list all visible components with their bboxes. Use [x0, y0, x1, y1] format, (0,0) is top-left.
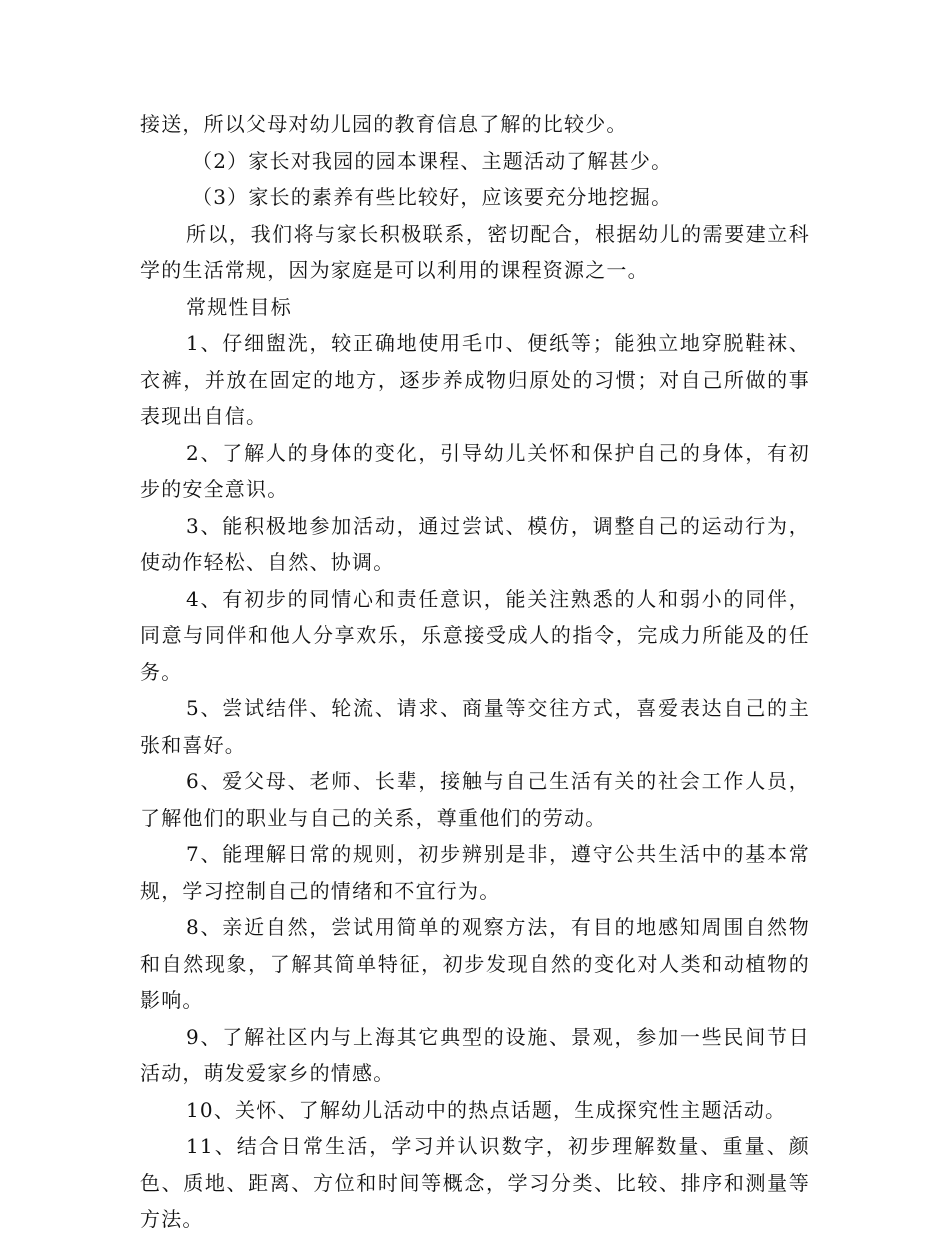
- goal-item-5: 5、尝试结伴、轮流、请求、商量等交往方式，喜爱表达自己的主张和喜好。: [140, 696, 810, 757]
- paragraph-summary: 所以，我们将与家长积极联系，密切配合，根据幼儿的需要建立科学的生活常规，因为家庭是可以利用的课程资源之一。: [140, 221, 810, 282]
- goal-item-6: 6、爱父母、老师、长辈，接触与自己生活有关的社会工作人员，了解他们的职业与自己的关系，尊重他们的劳动。: [140, 769, 810, 830]
- goal-item-4: 4、有初步的同情心和责任意识，能关注熟悉的人和弱小的同伴，同意与同伴和他人分享欢乐，乐意接受成人的指令，完成力所能及的任务。: [140, 586, 810, 684]
- section-heading-routine-goals: 常规性目标: [186, 294, 292, 319]
- goal-item-8: 8、亲近自然，尝试用简单的观察方法，有目的地感知周围自然物和自然现象，了解其简单特征，初步发现自然的变化对人类和动植物的影响。: [140, 915, 810, 1012]
- goal-item-7: 7、能理解日常的规则，初步辨别是非，遵守公共生活中的基本常规，学习控制自己的情绪和不宜行为。: [140, 842, 810, 903]
- goal-item-2: 2、了解人的身体的变化，引导幼儿关怀和保护自己的身体，有初步的安全意识。: [140, 440, 810, 501]
- paragraph-point-2: （2）家长对我园的园本课程、主题活动了解甚少。: [192, 148, 673, 173]
- document-body: [140, 106, 810, 1238]
- goal-item-11: 11、结合日常生活，学习并认识数字，初步理解数量、重量、颜色、质地、距离、方位和时间等概念，学习分类、比较、排序和测量等方法。: [140, 1134, 810, 1231]
- goal-item-10: 10、关怀、了解幼儿活动中的热点话题，生成探究性主题活动。: [186, 1097, 787, 1122]
- goal-item-9: 9、了解社区内与上海其它典型的设施、景观，参加一些民间节日活动，萌发爱家乡的情感。: [140, 1024, 810, 1085]
- goal-item-3: 3、能积极地参加活动，通过尝试、模仿，调整自己的运动行为，使动作轻松、自然、协调。: [140, 513, 810, 574]
- paragraph-continuation: 接送，所以父母对幼儿园的教育信息了解的比较少。: [140, 112, 628, 136]
- goal-item-1: 1、仔细盥洗，较正确地使用毛巾、便纸等；能独立地穿脱鞋袜、衣裤，并放在固定的地方，逐步养成物归原处的习惯；对自己所做的事表现出自信。: [140, 331, 810, 428]
- paragraph-point-3: （3）家长的素养有些比较好，应该要充分地挖掘。: [192, 185, 673, 209]
